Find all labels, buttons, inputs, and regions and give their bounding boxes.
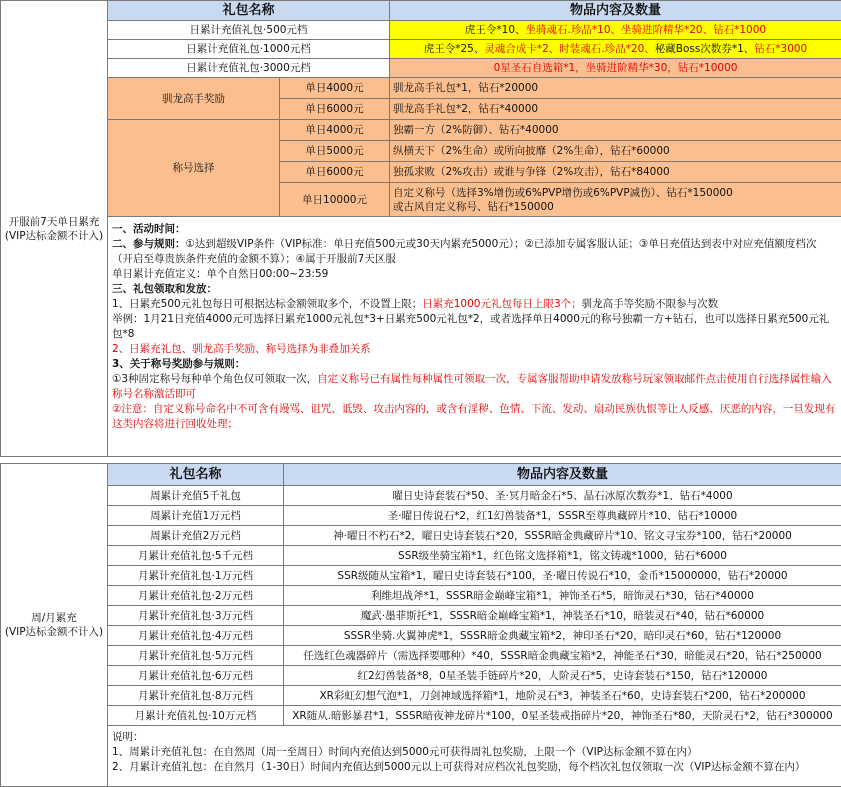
notes-warning: ②注意：自定义称号命名中不可含有谩骂、诅咒、诋毁、攻击内容的，或含有淫秽、色情、下流、发动、扇动民族仇恨等让人反感、厌恶的内容，一旦发现有这类内容将进行回收处理； <box>112 402 837 432</box>
package-name: 月累计充值礼包·10万元档 <box>108 706 284 726</box>
notes-monthly: 2、月累计充值礼包：在自然月（1-30日）时间内充值达到5000元以上可获得对应档次礼包奖励，每个档次礼包仅领取一次（VIP达标金额不算在内） <box>112 760 837 775</box>
package-name: 月累计充值礼包·8万元档 <box>108 686 284 706</box>
tier-label: 单日4000元 <box>280 78 390 99</box>
section1-left-label: 开服前7天单日累充 (VIP达标金额不计入) <box>1 1 108 457</box>
tier-label: 单日6000元 <box>280 99 390 120</box>
header-package-name: 礼包名称 <box>108 464 284 486</box>
notes-example: 举例：1月21日充值4000元可选择日累充1000元礼包*3+日累充500元礼包*2，或者选择单日4000元的称号独霸一方+钻石，也可以选择日累充500元礼包*8 <box>112 312 837 342</box>
notes-weekly: 1、周累计充值礼包：在自然周（周一至周日）时间内充值达到5000元可获得周礼包奖励，上限一个（VIP达标金额不算在内） <box>112 745 837 760</box>
notes-title-rule: ①3种固定称号每种单个角色仅可领取一次，自定义称号已有属性每种属性可领取一次，专属客服帮助申请发放称号玩家领取邮件点击使用自行选择属性输入称号名称激活即可 <box>112 372 837 402</box>
package-content: XR彩虹幻想气泡*1，刀剑神域选择箱*1，地阶灵石*3，神装圣石*60，史诗套装石*200，钻石*200000 <box>284 686 841 706</box>
package-content: 红2幻兽装备*8，0星圣装手链碎片*20，人阶灵石*5，史诗套装石*150，钻石*120000 <box>284 666 841 686</box>
tier-content: 纵横天下（2%生命）或所向披靡（2%生命），钻石*60000 <box>390 141 841 162</box>
package-content: 曜日史诗套装石*50、圣·冥月暗金石*5、晶石冰原次数券*1、钻石*4000 <box>284 486 841 506</box>
package-content: 利维坦战斧*1，SSSR暗金巅峰宝箱*1，神饰圣石*5，暗饰灵石*30，钻石*40000 <box>284 586 841 606</box>
notes-heading: 3、关于称号奖励参与规则： <box>112 357 837 372</box>
daily-package-items <box>390 59 841 78</box>
tier-content: 独霸一方（2%防御）、钻石*40000 <box>390 120 841 141</box>
package-name: 周累计充值1万元档 <box>108 506 284 526</box>
notes-title: 说明： <box>112 730 837 745</box>
package-content: SSSR坐骑.火翼神虎*1，SSSR暗金典藏宝箱*2，神印圣石*20，暗印灵石*60，钻石*120000 <box>284 626 841 646</box>
tier-label: 单日6000元 <box>280 162 390 183</box>
package-content: 圣·曜日传说石*2，红1幻兽装备*1，SSSR至尊典藏碎片*10、钻石*10000 <box>284 506 841 526</box>
daily-package-name: 日累计充值礼包·1000元档 <box>108 40 390 59</box>
package-name: 月累计充值礼包·5千元档 <box>108 546 284 566</box>
item-segment: 虎王令*25、 <box>424 43 485 55</box>
package-name: 月累计充值礼包·1万元档 <box>108 566 284 586</box>
package-content: SSR级随从宝箱*1，曜日史诗套装石*100，圣·曜日传说石*10，金币*15000000，钻石*20000 <box>284 566 841 586</box>
item-segment: 坐骑魂石.珍品*10、坐骑进阶精华*20、钻石*1000 <box>526 24 767 36</box>
item-segment: 虎王令*10、 <box>465 24 526 36</box>
package-name: 月累计充值礼包·6万元档 <box>108 666 284 686</box>
header-package-name: 礼包名称 <box>108 1 390 21</box>
notes-non-stacking: 2、日累充礼包、驯龙高手奖励、称号选择为非叠加关系 <box>112 342 837 357</box>
tier-content: 驯龙高手礼包*2，钻石*40000 <box>390 99 841 120</box>
daily-package-name: 日累计充值礼包·3000元档 <box>108 59 390 78</box>
notes-definition: 单日累计充值定义：单个自然日00:00~23:59 <box>112 267 837 282</box>
daily-package-items <box>390 40 841 59</box>
header-item-content: 物品内容及数量 <box>390 1 841 21</box>
tier-content-line: 自定义称号（选择3%增伤或6%PVP增伤或6%PVP减伤）、钻石*150000 <box>393 186 838 200</box>
tier-label: 单日10000元 <box>280 183 390 217</box>
notes-rule: 二、参与规则：①达到超级VIP条件（VIP标准：单日充值500元或30天内累充5000元）；②已添加专属客服认证；③单日充值达到表中对应充值额度档次（开启至尊贵族条件充值的金额不算）；④属于开服前7天区服 <box>112 237 837 267</box>
tier-content: 驯龙高手礼包*1，钻石*20000 <box>390 78 841 99</box>
item-segment: 灵魂合成卡*2、时装魂石.珍品*20、 <box>484 43 654 55</box>
dragon-master-label: 驯龙高手奖励 <box>108 78 280 120</box>
package-name: 周累计充值5千礼包 <box>108 486 284 506</box>
tier-label: 单日5000元 <box>280 141 390 162</box>
package-content: 任选红色魂器碎片（需选择要哪种）*40，SSSR暗金典藏宝箱*2，神能圣石*30，暗能灵石*20，钻石*250000 <box>284 646 841 666</box>
package-content: SSR级坐骑宝箱*1，红色铭文选择箱*1，铭文铸魂*1000，钻石*6000 <box>284 546 841 566</box>
item-segment: 秘藏Boss次数券*1、 <box>655 43 755 55</box>
notes-heading: 三、礼包领取和发放： <box>112 282 837 297</box>
package-name: 周累计充值2万元档 <box>108 526 284 546</box>
header-item-content: 物品内容及数量 <box>284 464 841 486</box>
package-content: XR随从.暗影暴君*1，SSSR暗夜神龙碎片*100，0星圣装戒指碎片*20，神饰圣石*80，天阶灵石*2，钻石*300000 <box>284 706 841 726</box>
tier-label: 单日4000元 <box>280 120 390 141</box>
explanation-notes <box>108 726 841 787</box>
weekly-monthly-table <box>0 463 841 787</box>
section2-left-label: 周/月累充 (VIP达标金额不计入) <box>1 464 108 787</box>
title-select-label: 称号选择 <box>108 120 280 217</box>
package-name: 月累计充值礼包·4万元档 <box>108 626 284 646</box>
package-name: 月累计充值礼包·3万元档 <box>108 606 284 626</box>
item-segment: 0星圣石自选箱*1，坐骑进阶精华*30，钻石*10000 <box>494 62 738 74</box>
package-content: 神·曜日不朽石*2，曜日史诗套装石*20，SSSR暗金典藏碎片*10、铭文寻宝券*100，钻石*20000 <box>284 526 841 546</box>
activity-notes <box>108 217 841 457</box>
item-segment: 钻石*3000 <box>754 43 807 55</box>
tier-content <box>390 183 841 217</box>
tier-content: 独孤求败（2%攻击）或谁与争锋（2%攻击），钻石*84000 <box>390 162 841 183</box>
notes-heading: 一、活动时间： <box>112 222 837 237</box>
daily-package-items <box>390 21 841 40</box>
daily-package-name: 日累计充值礼包·500元档 <box>108 21 390 40</box>
package-name: 月累计充值礼包·5万元档 <box>108 646 284 666</box>
package-content: 魔武·墨菲斯托*1，SSSR暗金巅峰宝箱*1，神装圣石*10，暗装灵石*40，钻石*60000 <box>284 606 841 626</box>
package-name: 月累计充值礼包·2万元档 <box>108 586 284 606</box>
tier-content-line: 或古风自定义称号、钻石*150000 <box>393 200 838 214</box>
notes-claim-rule: 1、日累充500元礼包每日可根据达标金额领取多个，不设置上限；日累充1000元礼包每日上限3个；驯龙高手等奖励不限参与次数 <box>112 297 837 312</box>
